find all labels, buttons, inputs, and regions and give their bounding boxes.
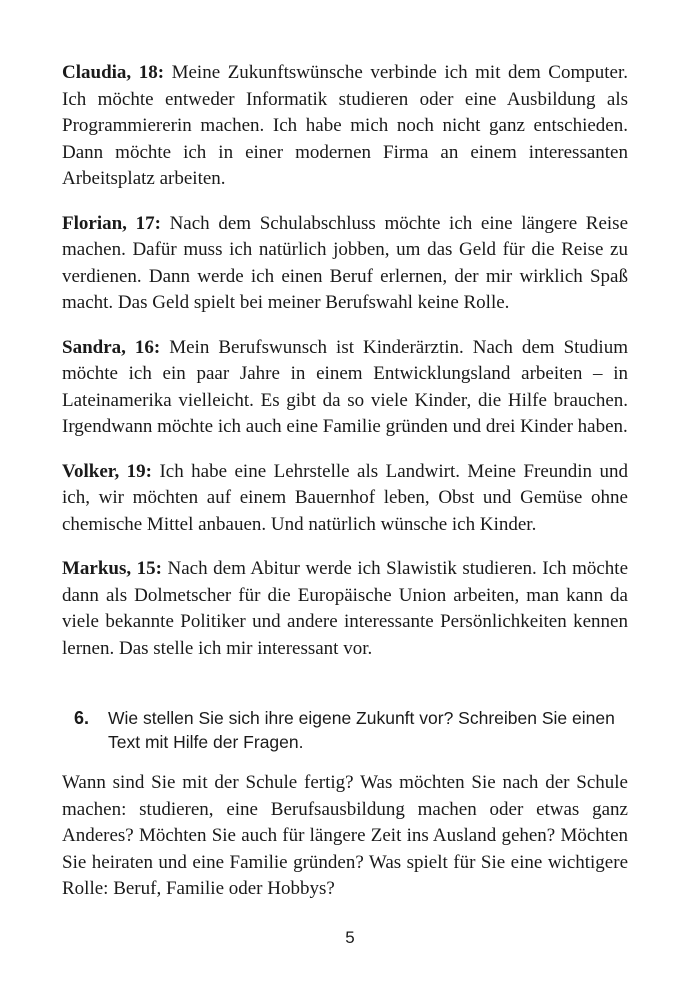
entry-speaker: Florian, 17: [62, 212, 161, 234]
entry-speaker: Volker, 19: [62, 460, 152, 482]
entry-speaker: Markus, 15: [62, 558, 162, 579]
entry-text: Nach dem Schulabschluss möchte ich eine längere Reise machen. Dafür muss ich natürlich jobben, um das Geld für die Reise zu verdienen. Dann werde ich einen Beruf erlernen, der mir wirklich Spaß macht. Das Geld spielt bei meiner Berufswahl keine Rolle. [62, 212, 628, 313]
entry-florian [62, 211, 628, 317]
task-6 [62, 706, 628, 754]
entry-sandra [62, 335, 628, 441]
task-number: 6. [74, 708, 90, 728]
entry-speaker: Sandra, 16: [62, 336, 161, 358]
task-questions: Wann sind Sie mit der Schule fertig? Was möchten Sie nach der Schule machen: studieren, eine Berufsausbildung machen oder etwas ganz Anderes? Möchten Sie auch für längere Zeit ins Ausland gehen? Möchten Sie heiraten und eine Familie gründen? Was spielt für Sie eine wichtigere Rolle: Beruf, Familie oder Hobbys? [62, 772, 628, 899]
entry-claudia [62, 60, 628, 193]
entry-text: Ich habe eine Lehrstelle als Landwirt. Meine Freundin und ich, wir möchten auf einem Bauernhof leben, Obst und Gemüse ohne chemische Mittel anbauen. Und natürlich wünsche ich Kinder. [62, 460, 628, 535]
entry-text: Meine Zukunftswünsche verbinde ich mit dem Computer. Ich möchte entweder Informatik studieren oder eine Ausbildung als Programmiererin machen. Ich habe mich noch nicht ganz entschieden. Dann möchte ich in einer modernen Firma an einem interessanten Arbeitsplatz arbeiten. [62, 62, 628, 189]
entry-volker [62, 459, 628, 539]
page-number: 5 [345, 928, 355, 947]
entry-text: Mein Berufswunsch ist Kinderärztin. Nach dem Studium möchte ich ein paar Jahre in einem Entwicklungsland arbeiten – in Lateinamerika vielleicht. Es gibt da so viele Kinder, die Hilfe brauchen. Irgendwann möchte ich auch eine Familie gründen und drei Kinder haben. [62, 336, 628, 437]
page-content [62, 60, 628, 922]
entry-markus [62, 556, 628, 662]
task-instruction: Wie stellen Sie sich ihre eigene Zukunft vor? Schreiben Sie einen Text mit Hilfe der Fragen. [108, 708, 615, 752]
entry-speaker: Claudia, 18: [62, 62, 165, 83]
entry-text: Nach dem Abitur werde ich Slawistik studieren. Ich möchte dann als Dolmetscher für die Europäische Union arbeiten, man kann da viele bekannte Politiker und andere interessante Persönlichkeiten kennen lernen. Das stelle ich mir interessant vor. [62, 558, 628, 659]
